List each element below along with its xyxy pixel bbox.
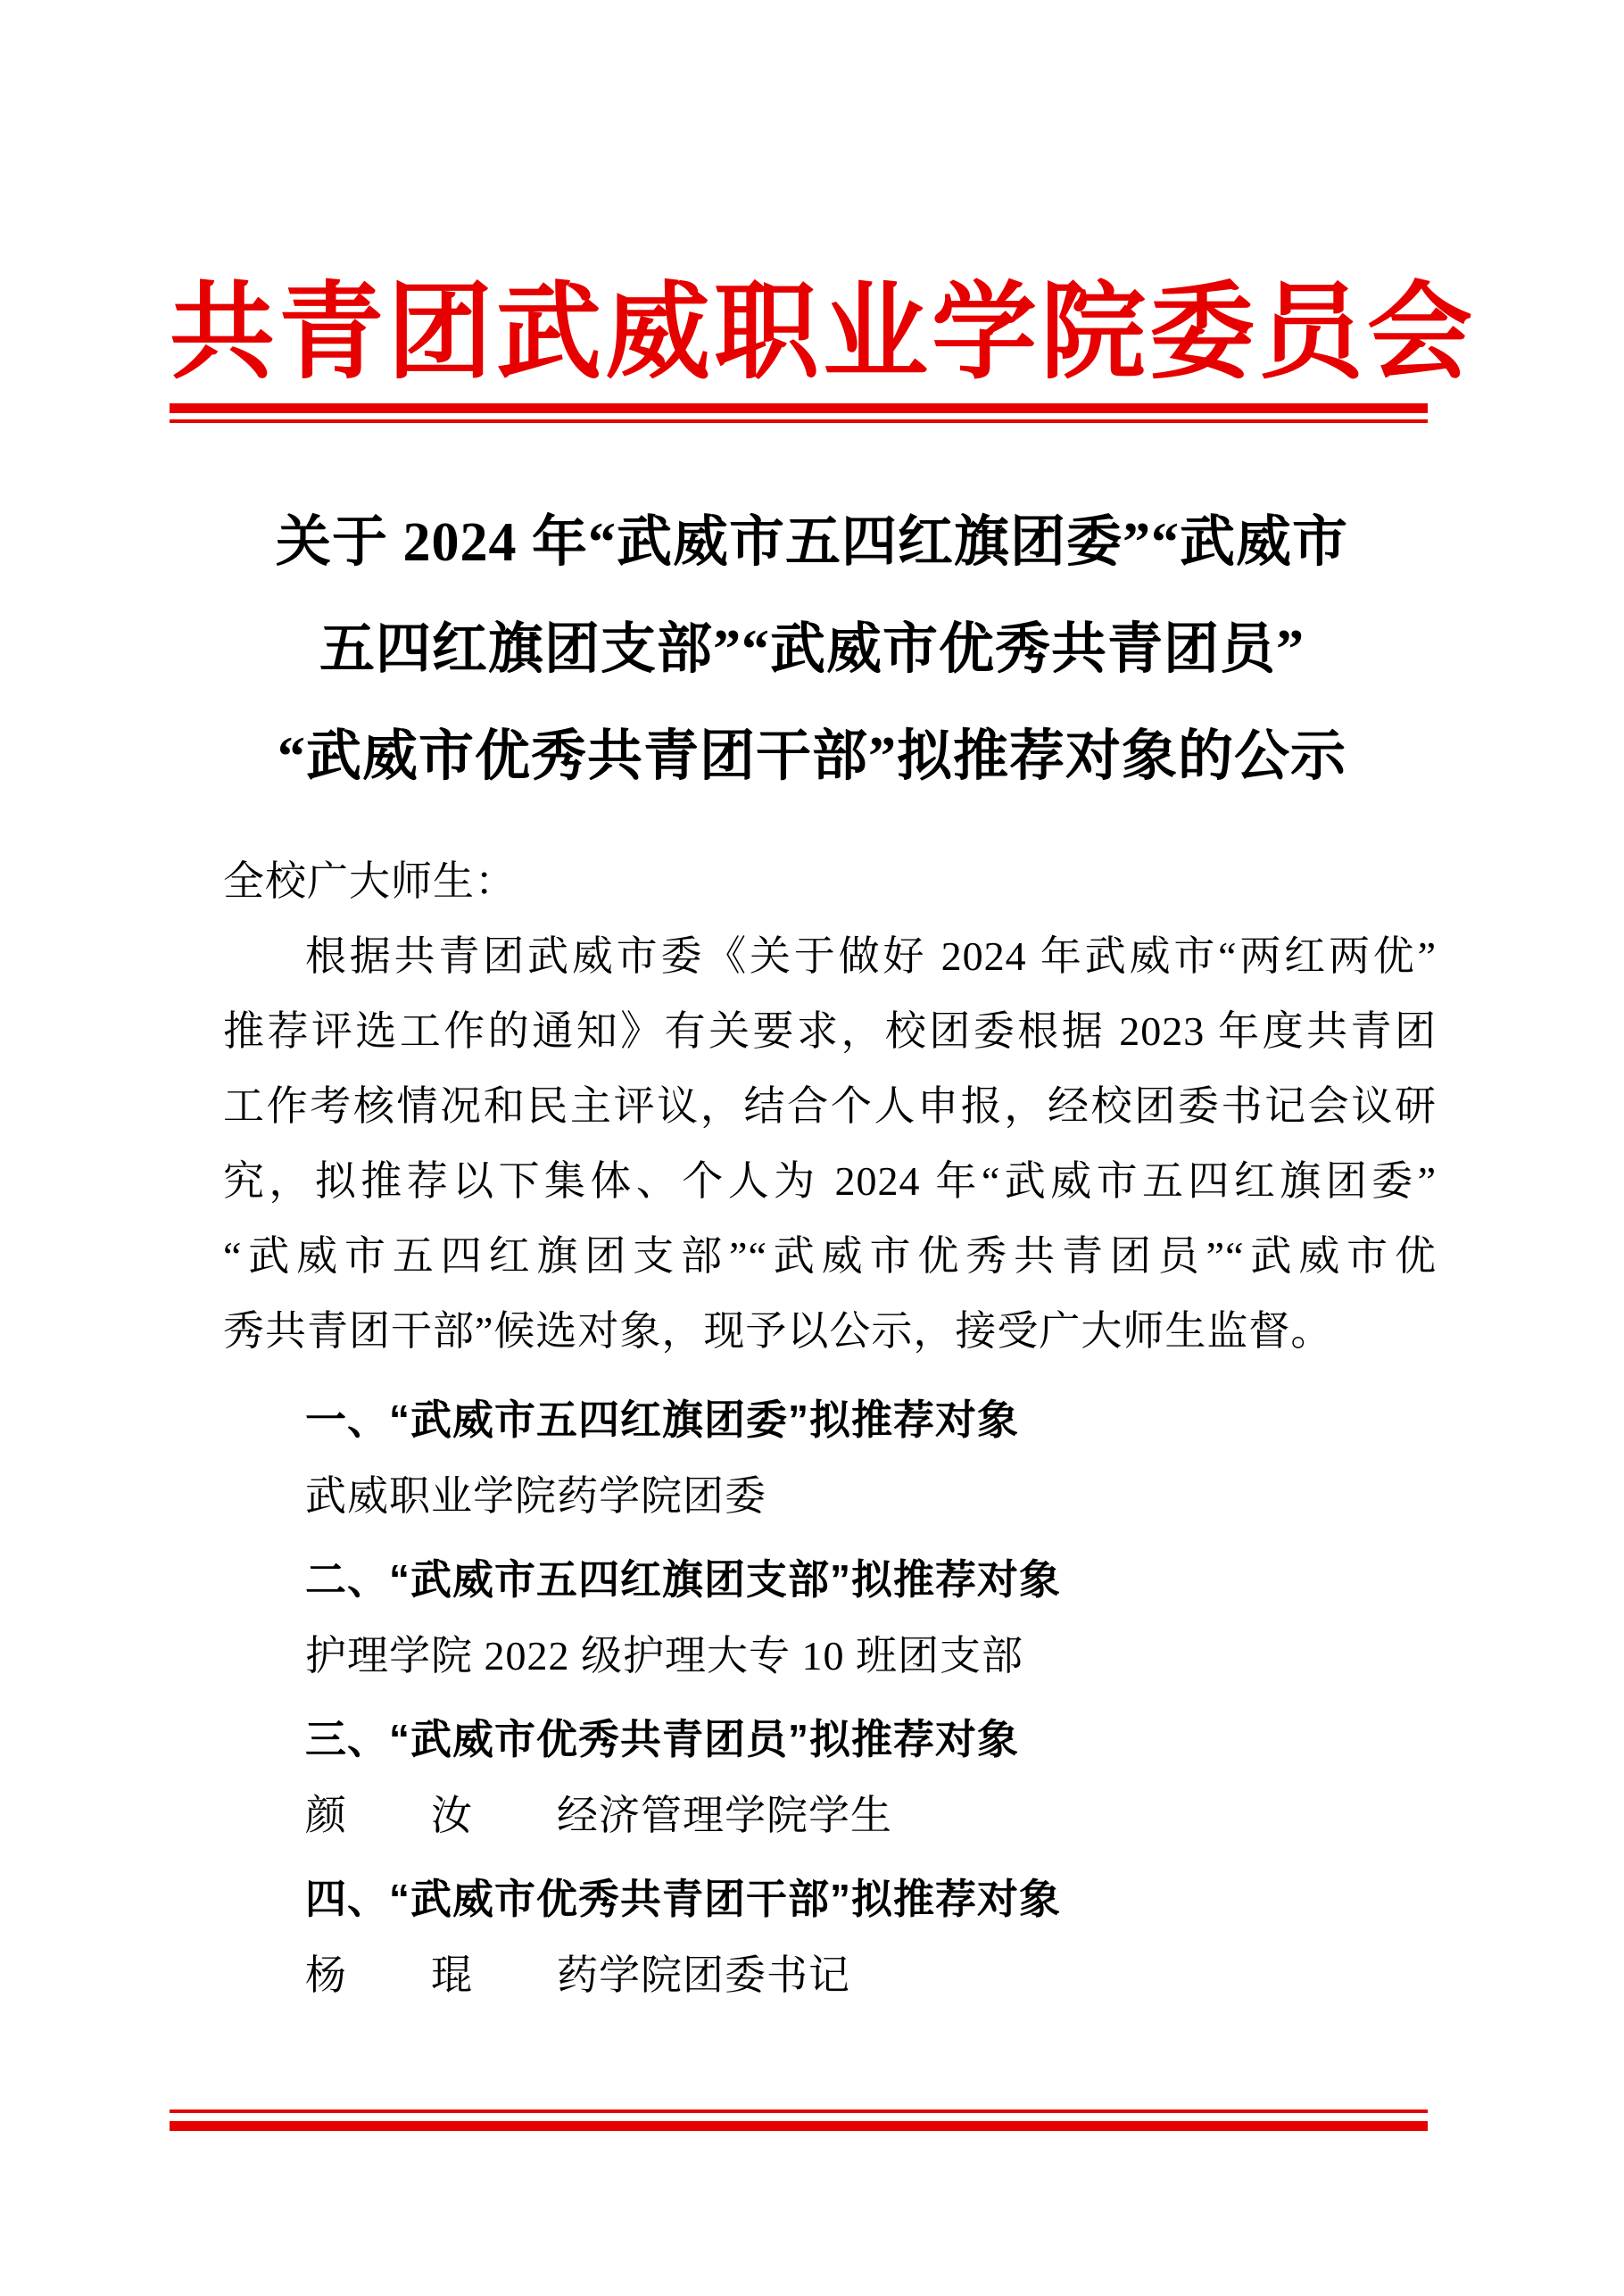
body-line-2: 推荐评选工作的通知》有关要求，校团委根据 2023 年度共青团 (223, 1008, 1437, 1054)
divider-thick-line (170, 403, 1428, 413)
body-line-3: 工作考核情况和民主评议，结合个人申报，经校团委书记会议研 (223, 1083, 1437, 1129)
document-title-line-1: 关于 2024 年“武威市五四红旗团委”“武威市 (275, 512, 1348, 573)
list-item-2-content: 护理学院 2022 级护理大专 10 班团支部 (305, 1633, 1023, 1678)
body-line-5: “武威市五四红旗团支部”“武威市优秀共青团员”“武威市优 (223, 1233, 1437, 1279)
divider-thin-line (170, 419, 1428, 423)
body-line-4: 究，拟推荐以下集体、个人为 2024 年“武威市五四红旗团委” (223, 1158, 1437, 1204)
list-item-3-heading: 三、“武威市优秀共青团员”拟推荐对象 (305, 1716, 1019, 1762)
letterhead-title: 共青团武威职业学院委员会 (170, 275, 1477, 392)
letterhead-divider (170, 403, 1428, 423)
body-line-6: 秀共青团干部”候选对象，现予以公示，接受广大师生监督。 (223, 1308, 1333, 1354)
list-item-1-heading: 一、“武威市五四红旗团委”拟推荐对象 (305, 1397, 1019, 1443)
list-item-3-content: 颜 汝 经济管理学院学生 (305, 1793, 892, 1838)
list-item-4-content: 杨 琨 药学院团委书记 (305, 1952, 850, 1998)
footer-thick-line (170, 2121, 1428, 2131)
body-line-1: 根据共青团武威市委《关于做好 2024 年武威市“两红两优” (305, 933, 1437, 979)
document-title (187, 489, 1437, 810)
list-item-4-heading: 四、“武威市优秀共青团干部”拟推荐对象 (305, 1876, 1061, 1922)
list-item-2-heading: 二、“武威市五四红旗团支部”拟推荐对象 (305, 1556, 1061, 1603)
document-body (223, 844, 1437, 2014)
salutation: 全校广大师生： (223, 858, 517, 904)
document-title-line-2: 五四红旗团支部”“武威市优秀共青团员” (319, 619, 1305, 680)
list-item-1-content: 武威职业学院药学院团委 (305, 1473, 766, 1519)
document-title-line-3: “武威市优秀共青团干部”拟推荐对象的公示 (277, 726, 1346, 787)
footer-thin-line (170, 2110, 1428, 2113)
recommendation-list (223, 1381, 1437, 2014)
footer-divider (170, 2110, 1428, 2131)
